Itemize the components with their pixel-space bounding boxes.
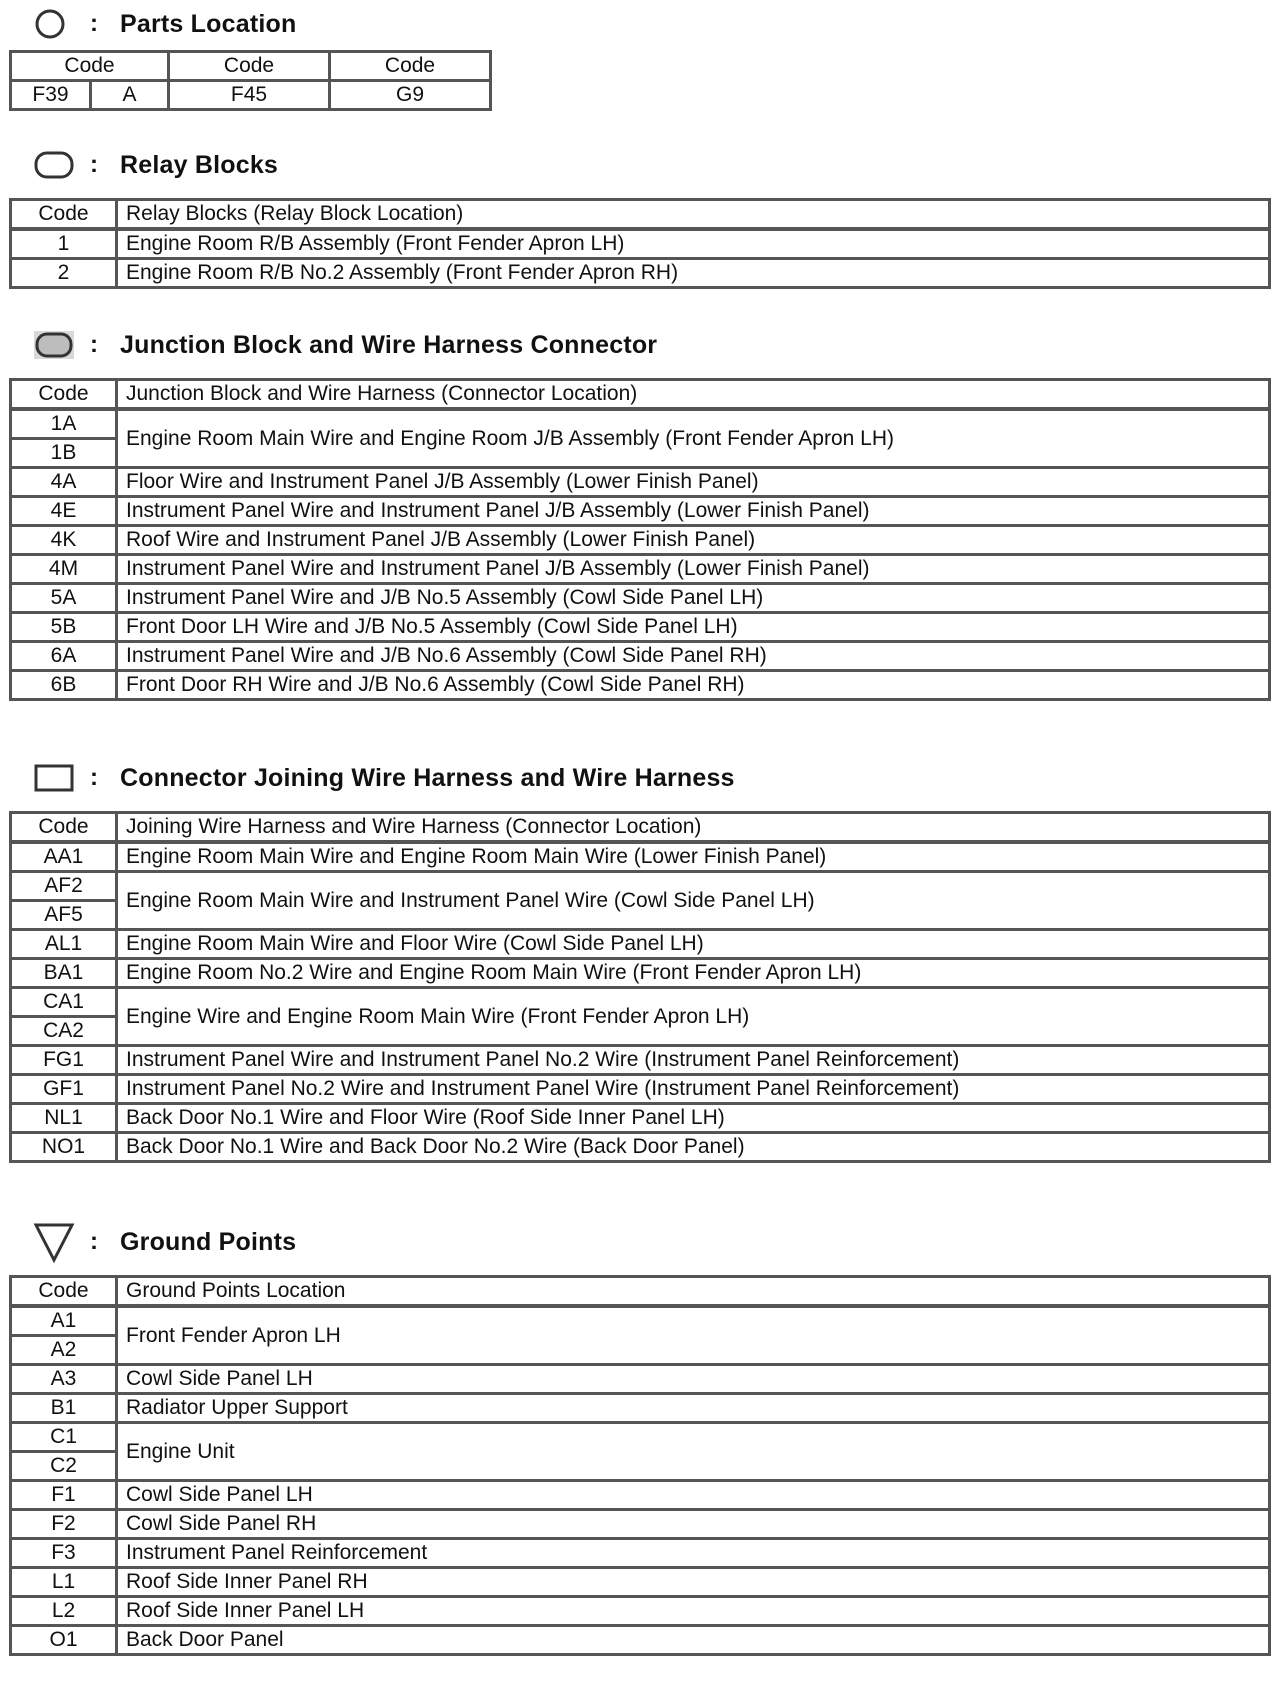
relay-blocks-table xyxy=(9,198,1271,289)
joining-connector-table xyxy=(9,811,1271,1163)
table-row xyxy=(11,1306,1270,1336)
table-header-row xyxy=(11,380,1270,410)
code-column-header: Code xyxy=(11,1277,117,1307)
location-cell: Engine Room R/B Assembly (Front Fender Apron LH) xyxy=(117,229,1270,259)
code-cell: C1 xyxy=(11,1423,117,1452)
location-cell: Engine Room Main Wire and Instrument Panel Wire (Cowl Side Panel LH) xyxy=(117,872,1270,930)
code-column-header: Code xyxy=(11,380,117,410)
code-cell: C2 xyxy=(11,1452,117,1481)
code-cell: 6B xyxy=(11,671,117,700)
code-cell: 2 xyxy=(11,259,117,288)
section-title: Parts Location xyxy=(120,9,297,38)
section-title: Ground Points xyxy=(120,1227,297,1256)
table-row xyxy=(11,409,1270,439)
table-header-row xyxy=(11,1277,1270,1307)
table-row xyxy=(11,468,1270,497)
code-cell: FG1 xyxy=(11,1046,117,1075)
code-cell: 4M xyxy=(11,555,117,584)
code-cell: 4K xyxy=(11,526,117,555)
code-cell: GF1 xyxy=(11,1075,117,1104)
code-cell: A3 xyxy=(11,1365,117,1394)
rounded-rect-icon xyxy=(32,145,90,185)
header-colon: : xyxy=(90,331,98,358)
code-cell: F45 xyxy=(169,81,330,110)
table-row xyxy=(11,1568,1270,1597)
table-header-cell: Code xyxy=(11,52,169,81)
junction-block-table xyxy=(9,378,1271,701)
junction-block-header xyxy=(32,325,657,365)
relay-blocks-header xyxy=(32,145,278,185)
table-header-row xyxy=(11,52,491,81)
table-row xyxy=(11,1626,1270,1655)
ground-points-header xyxy=(32,1222,296,1262)
location-cell: Back Door No.1 Wire and Back Door No.2 Wire (Back Door Panel) xyxy=(117,1133,1270,1162)
parts-location-header xyxy=(32,4,296,44)
ground-points-table xyxy=(9,1275,1271,1656)
location-cell: Cowl Side Panel LH xyxy=(117,1365,1270,1394)
code-cell: AA1 xyxy=(11,842,117,872)
code-cell: 1B xyxy=(11,439,117,468)
triangle-down-icon xyxy=(32,1222,90,1262)
parts-location-table xyxy=(9,50,492,111)
table-row xyxy=(11,671,1270,700)
code-cell: AF5 xyxy=(11,901,117,930)
table-row xyxy=(11,930,1270,959)
code-column-header: Code xyxy=(11,200,117,230)
table-row xyxy=(11,1365,1270,1394)
location-cell: Engine Unit xyxy=(117,1423,1270,1481)
location-cell: Instrument Panel Wire and J/B No.6 Assembly (Cowl Side Panel RH) xyxy=(117,642,1270,671)
location-cell: Instrument Panel Reinforcement xyxy=(117,1539,1270,1568)
section-title: Connector Joining Wire Harness and Wire Harness xyxy=(120,763,735,792)
rect-icon xyxy=(32,758,90,798)
table-header-row xyxy=(11,200,1270,230)
code-cell: F2 xyxy=(11,1510,117,1539)
table-row xyxy=(11,1423,1270,1452)
table-row xyxy=(11,1510,1270,1539)
header-colon: : xyxy=(90,10,98,37)
table-row xyxy=(11,1104,1270,1133)
section-title: Relay Blocks xyxy=(120,150,279,179)
code-cell: A1 xyxy=(11,1306,117,1336)
table-row xyxy=(11,1046,1270,1075)
location-cell: Back Door Panel xyxy=(117,1626,1270,1655)
code-cell: AF2 xyxy=(11,872,117,901)
header-colon: : xyxy=(90,764,98,791)
section-title: Junction Block and Wire Harness Connector xyxy=(120,330,658,359)
table-row xyxy=(11,81,491,110)
table-header-cell: Code xyxy=(169,52,330,81)
location-cell: Cowl Side Panel RH xyxy=(117,1510,1270,1539)
table-row xyxy=(11,229,1270,259)
location-cell: Front Door LH Wire and J/B No.5 Assembly (Cowl Side Panel LH) xyxy=(117,613,1270,642)
location-cell: Back Door No.1 Wire and Floor Wire (Roof Side Inner Panel LH) xyxy=(117,1104,1270,1133)
table-row xyxy=(11,959,1270,988)
code-cell: 1A xyxy=(11,409,117,439)
table-row xyxy=(11,497,1270,526)
location-cell: Engine Room Main Wire and Floor Wire (Cowl Side Panel LH) xyxy=(117,930,1270,959)
table-row xyxy=(11,1481,1270,1510)
location-cell: Front Fender Apron LH xyxy=(117,1306,1270,1365)
code-cell: B1 xyxy=(11,1394,117,1423)
code-cell: AL1 xyxy=(11,930,117,959)
circle-icon xyxy=(32,4,90,44)
table-header-cell: Code xyxy=(330,52,491,81)
location-cell: Floor Wire and Instrument Panel J/B Assembly (Lower Finish Panel) xyxy=(117,468,1270,497)
table-header-row xyxy=(11,813,1270,843)
code-cell: F39 xyxy=(11,81,91,110)
code-cell: 6A xyxy=(11,642,117,671)
joining-connector-header xyxy=(32,758,735,798)
location-cell: Instrument Panel Wire and J/B No.5 Assembly (Cowl Side Panel LH) xyxy=(117,584,1270,613)
location-cell: Engine Wire and Engine Room Main Wire (Front Fender Apron LH) xyxy=(117,988,1270,1046)
code-cell: CA2 xyxy=(11,1017,117,1046)
location-column-header: Joining Wire Harness and Wire Harness (Connector Location) xyxy=(117,813,1270,843)
table-row xyxy=(11,988,1270,1017)
location-cell: Cowl Side Panel LH xyxy=(117,1481,1270,1510)
shaded-rounded-rect-icon xyxy=(32,325,90,365)
code-cell: L1 xyxy=(11,1568,117,1597)
table-row xyxy=(11,1597,1270,1626)
code-cell: F3 xyxy=(11,1539,117,1568)
code-cell: 5B xyxy=(11,613,117,642)
code-cell: A xyxy=(91,81,169,110)
location-cell: Instrument Panel Wire and Instrument Panel J/B Assembly (Lower Finish Panel) xyxy=(117,555,1270,584)
code-cell: CA1 xyxy=(11,988,117,1017)
location-cell: Engine Room Main Wire and Engine Room J/B Assembly (Front Fender Apron LH) xyxy=(117,409,1270,468)
code-cell: G9 xyxy=(330,81,491,110)
table-row xyxy=(11,1539,1270,1568)
location-cell: Engine Room No.2 Wire and Engine Room Main Wire (Front Fender Apron LH) xyxy=(117,959,1270,988)
code-cell: 5A xyxy=(11,584,117,613)
code-column-header: Code xyxy=(11,813,117,843)
code-cell: F1 xyxy=(11,1481,117,1510)
location-cell: Roof Side Inner Panel LH xyxy=(117,1597,1270,1626)
header-colon: : xyxy=(90,151,98,178)
code-cell: BA1 xyxy=(11,959,117,988)
location-cell: Instrument Panel Wire and Instrument Panel No.2 Wire (Instrument Panel Reinforcement) xyxy=(117,1046,1270,1075)
table-row xyxy=(11,613,1270,642)
code-cell: 4E xyxy=(11,497,117,526)
code-cell: NO1 xyxy=(11,1133,117,1162)
table-row xyxy=(11,1075,1270,1104)
table-row xyxy=(11,526,1270,555)
table-row xyxy=(11,872,1270,901)
location-cell: Engine Room Main Wire and Engine Room Main Wire (Lower Finish Panel) xyxy=(117,842,1270,872)
location-cell: Front Door RH Wire and J/B No.6 Assembly (Cowl Side Panel RH) xyxy=(117,671,1270,700)
table-row xyxy=(11,1133,1270,1162)
location-cell: Roof Wire and Instrument Panel J/B Assembly (Lower Finish Panel) xyxy=(117,526,1270,555)
code-cell: O1 xyxy=(11,1626,117,1655)
header-colon: : xyxy=(90,1228,98,1255)
location-cell: Instrument Panel No.2 Wire and Instrument Panel Wire (Instrument Panel Reinforcement) xyxy=(117,1075,1270,1104)
table-row xyxy=(11,1394,1270,1423)
code-cell: 4A xyxy=(11,468,117,497)
code-cell: L2 xyxy=(11,1597,117,1626)
code-cell: A2 xyxy=(11,1336,117,1365)
location-cell: Engine Room R/B No.2 Assembly (Front Fender Apron RH) xyxy=(117,259,1270,288)
location-column-header: Relay Blocks (Relay Block Location) xyxy=(117,200,1270,230)
table-row xyxy=(11,842,1270,872)
code-cell: 1 xyxy=(11,229,117,259)
location-column-header: Ground Points Location xyxy=(117,1277,1270,1307)
table-row xyxy=(11,642,1270,671)
location-cell: Radiator Upper Support xyxy=(117,1394,1270,1423)
location-cell: Instrument Panel Wire and Instrument Panel J/B Assembly (Lower Finish Panel) xyxy=(117,497,1270,526)
location-column-header: Junction Block and Wire Harness (Connector Location) xyxy=(117,380,1270,410)
table-row xyxy=(11,555,1270,584)
location-cell: Roof Side Inner Panel RH xyxy=(117,1568,1270,1597)
table-row xyxy=(11,584,1270,613)
code-cell: NL1 xyxy=(11,1104,117,1133)
table-row xyxy=(11,259,1270,288)
